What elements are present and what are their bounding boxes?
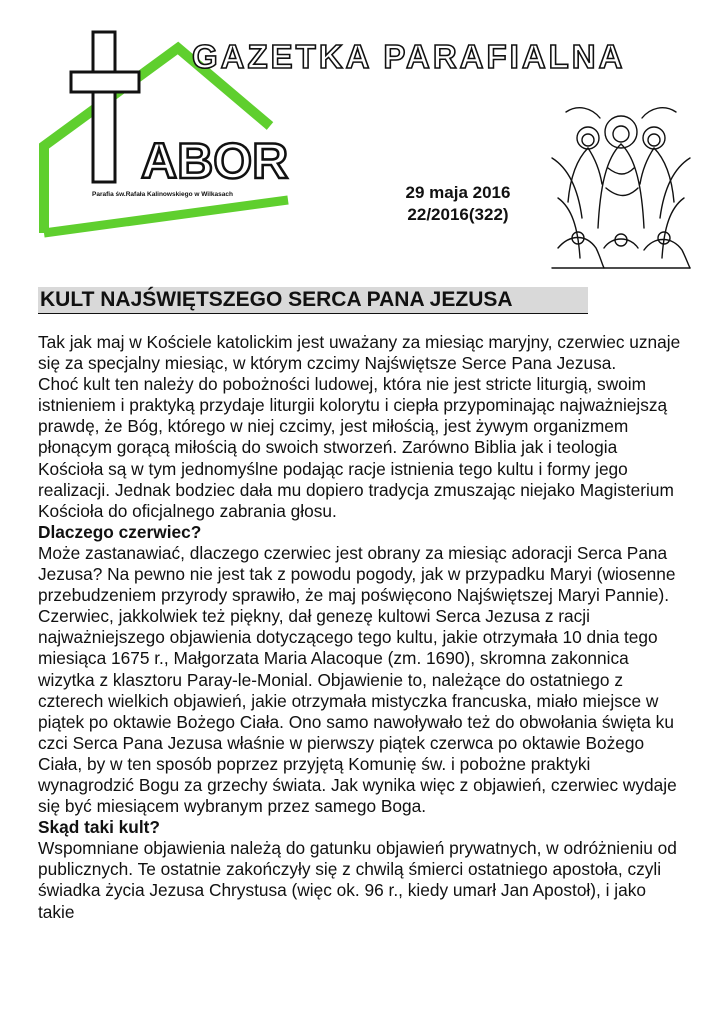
article-body [38,332,684,923]
logo-text: ABOR [141,133,289,189]
paragraph: Tak jak maj w Kościele katolickim jest uważany za miesiąc maryjny, czerwiec uznaje się za specjalny miesiąc, w którym czcimy Najświętsze Serce Pana Jezusa. [38,332,681,374]
section-heading: Skąd taki kult? [38,817,160,838]
gazette-title: GAZETKA PARAFIALNA [192,38,626,75]
transfiguration-illustration [548,98,694,270]
paragraph: Może zastanawiać, dlaczego czerwiec jest obrany za miesiąc adoracji Serca Pana Jezusa? Na pewno nie jest tak z powodu pogody, jak w przypadku Maryi (wiosenne przebudzeniem przyrody sprawiło, że maj poświęcono Najświętszej Maryi Pannie). Czerwiec, jakkolwiek też piękny, dał genezę kultowi Serca Jezusa z racji najważniejszego objawienia dotyczącego tego kultu, jakie otrzymała 10 dnia tego miesiąca 1675 r., Małgorzata Maria Alacoque (zm. 1690), skromna zakonnica wizytka z klasztoru Paray-le-Monial. Objawienie to, należące do ostatniego z czterech wielkich objawień, jakie otrzymała mistyczka francuska, miało miejsce w piątek po oktawie Bożego Ciała. Ono samo nawoływało też do obwołania święta ku czci Serca Pana Jezusa właśnie w pierwszy piątek czerwca po oktawie Bożego Ciała, by w ten sposób poprzez przyjętą Komunię św. i pobożne praktyki wynagrodzić Bogu za grzechy świata. Jak wynika więc z objawień, czerwiec wydaje się być miesiącem wybranym przez samego Boga. [38,542,677,817]
article-title: KULT NAJŚWIĘTSZEGO SERCA PANA JEZUSA [38,287,588,314]
issue-date: 29 maja 2016 [405,183,511,202]
paragraph: Wspomniane objawienia należą do gatunku objawień prywatnych, w odróżnieniu od publicznych. Te ostatnie zakończyły się z chwilą śmierci ostatniego apostoła, czyli świadka życia Jezusa Chrystusa (więc ok. 96 r., kiedy umarł Jan Apostoł), i jako takie [38,838,677,922]
paragraph: Choć kult ten należy do pobożności ludowej, która nie jest stricte liturgią, swoim istnieniem i praktyką przydaje liturgii kolorytu i ciepła przypominając najważniejszą prawdę, że Bóg, którego w niej czcimy, jest miłością, jest żywym organizmem płonącym gorącą miłością do swoich stworzeń. Zarówno Biblia jak i teologia Kościoła są w tym jednomyślne podając racje istnienia tego kultu i formy jego realizacji. Jednak bodziec dała mu dopiero tradycja zmuszając niejako Magisterium Kościoła do oficjalnego zabrania głosu. [38,374,674,521]
issue-info [378,182,538,226]
issue-number: 22/2016(322) [407,205,509,224]
section-heading: Dlaczego czerwiec? [38,521,202,542]
logo-subtext: Parafia św.Rafała Kalinowskiego w Wilkasach [92,191,233,198]
